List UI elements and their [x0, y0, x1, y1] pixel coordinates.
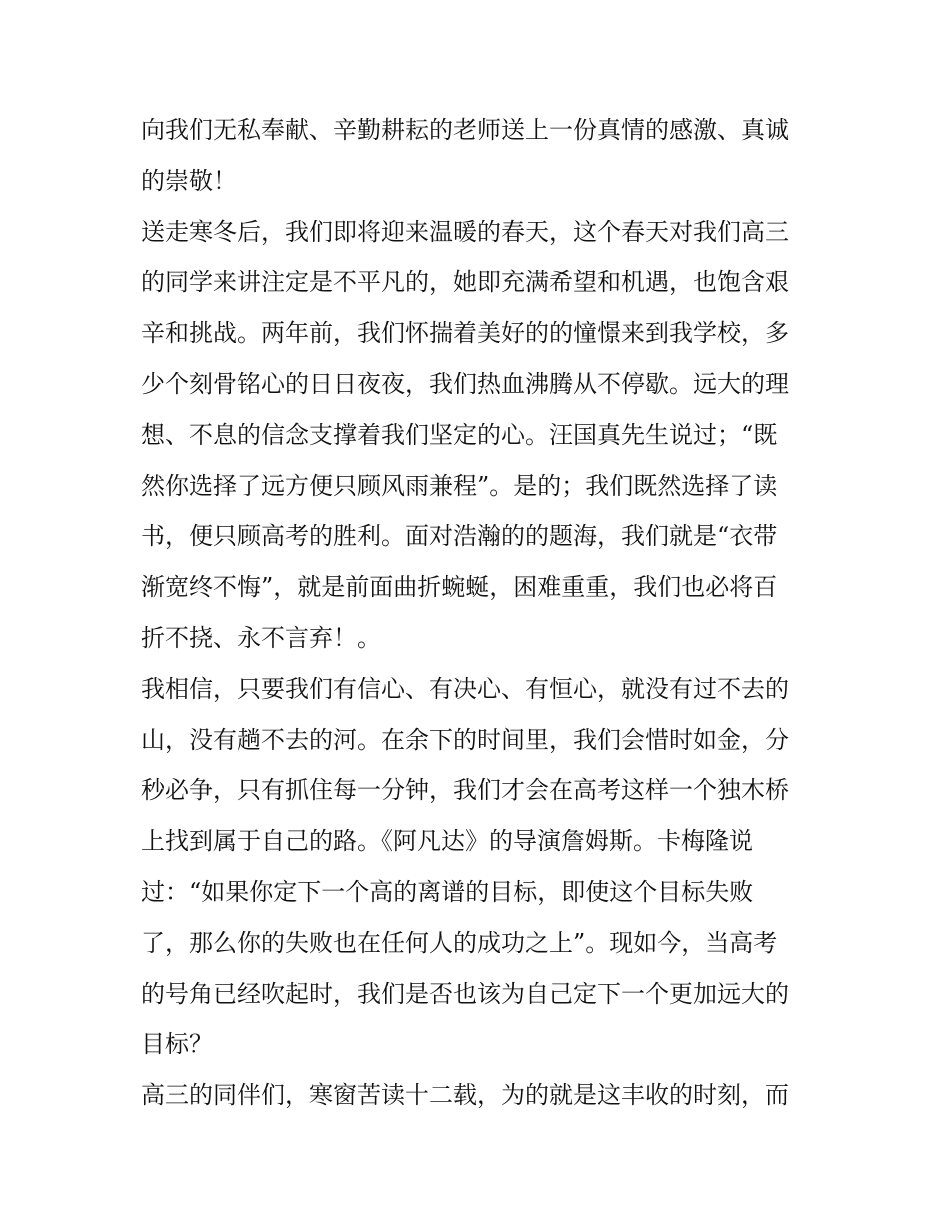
text-line: 的号角已经吹起时，我们是否也该为自己定下一个更加远大的: [141, 979, 789, 1008]
text-line: 辛和挑战。两年前，我们怀揣着美好的的憧憬来到我学校，多: [141, 319, 789, 348]
text-line: 山，没有趟不去的河。在余下的时间里，我们会惜时如金，分: [141, 725, 789, 754]
text-line: 渐宽终不悔”，就是前面曲折蜿蜒，困难重重，我们也必将百: [141, 573, 778, 602]
text-line: 送走寒冬后，我们即将迎来温暖的春天，这个春天对我们高三: [141, 217, 789, 246]
text-line: 的同学来讲注定是不平凡的，她即充满希望和机遇，也饱含艰: [141, 268, 789, 297]
text-line: 秒必争，只有抓住每一分钟，我们才会在高考这样一个独木桥: [141, 776, 789, 805]
text-line: 折不挠、永不言弃！。: [141, 623, 381, 652]
document-body: [141, 105, 821, 1121]
text-line: 高三的同伴们，寒窗苦读十二载，为的就是这丰收的时刻，而: [141, 1081, 789, 1110]
text-line: 过：“如果你定下一个高的离谱的目标，即使这个目标失败: [141, 877, 754, 906]
text-line: 想、不息的信念支撑着我们坚定的心。汪国真先生说过；“既: [141, 420, 778, 449]
text-line: 我相信，只要我们有信心、有决心、有恒心，就没有过不去的: [141, 674, 789, 703]
text-line: 目标？: [141, 1030, 213, 1059]
text-line: 向我们无私奉献、辛勤耕耘的老师送上一份真情的感激、真诚: [141, 116, 789, 144]
text-line: 了，那么你的失败也在任何人的成功之上”。现如今，当高考: [141, 928, 778, 957]
text-line: 然你选择了远方便只顾风雨兼程”。是的；我们既然选择了读: [141, 471, 778, 500]
text-line: 书，便只顾高考的胜利。面对浩瀚的的题海，我们就是“衣带: [141, 522, 778, 551]
text-line: 的崇敬！: [141, 166, 237, 195]
text-line: 上找到属于自己的路。《阿凡达》的导演詹姆斯。卡梅隆说: [141, 827, 753, 856]
text-line: 少个刻骨铭心的日日夜夜，我们热血沸腾从不停歇。远大的理: [141, 369, 789, 398]
